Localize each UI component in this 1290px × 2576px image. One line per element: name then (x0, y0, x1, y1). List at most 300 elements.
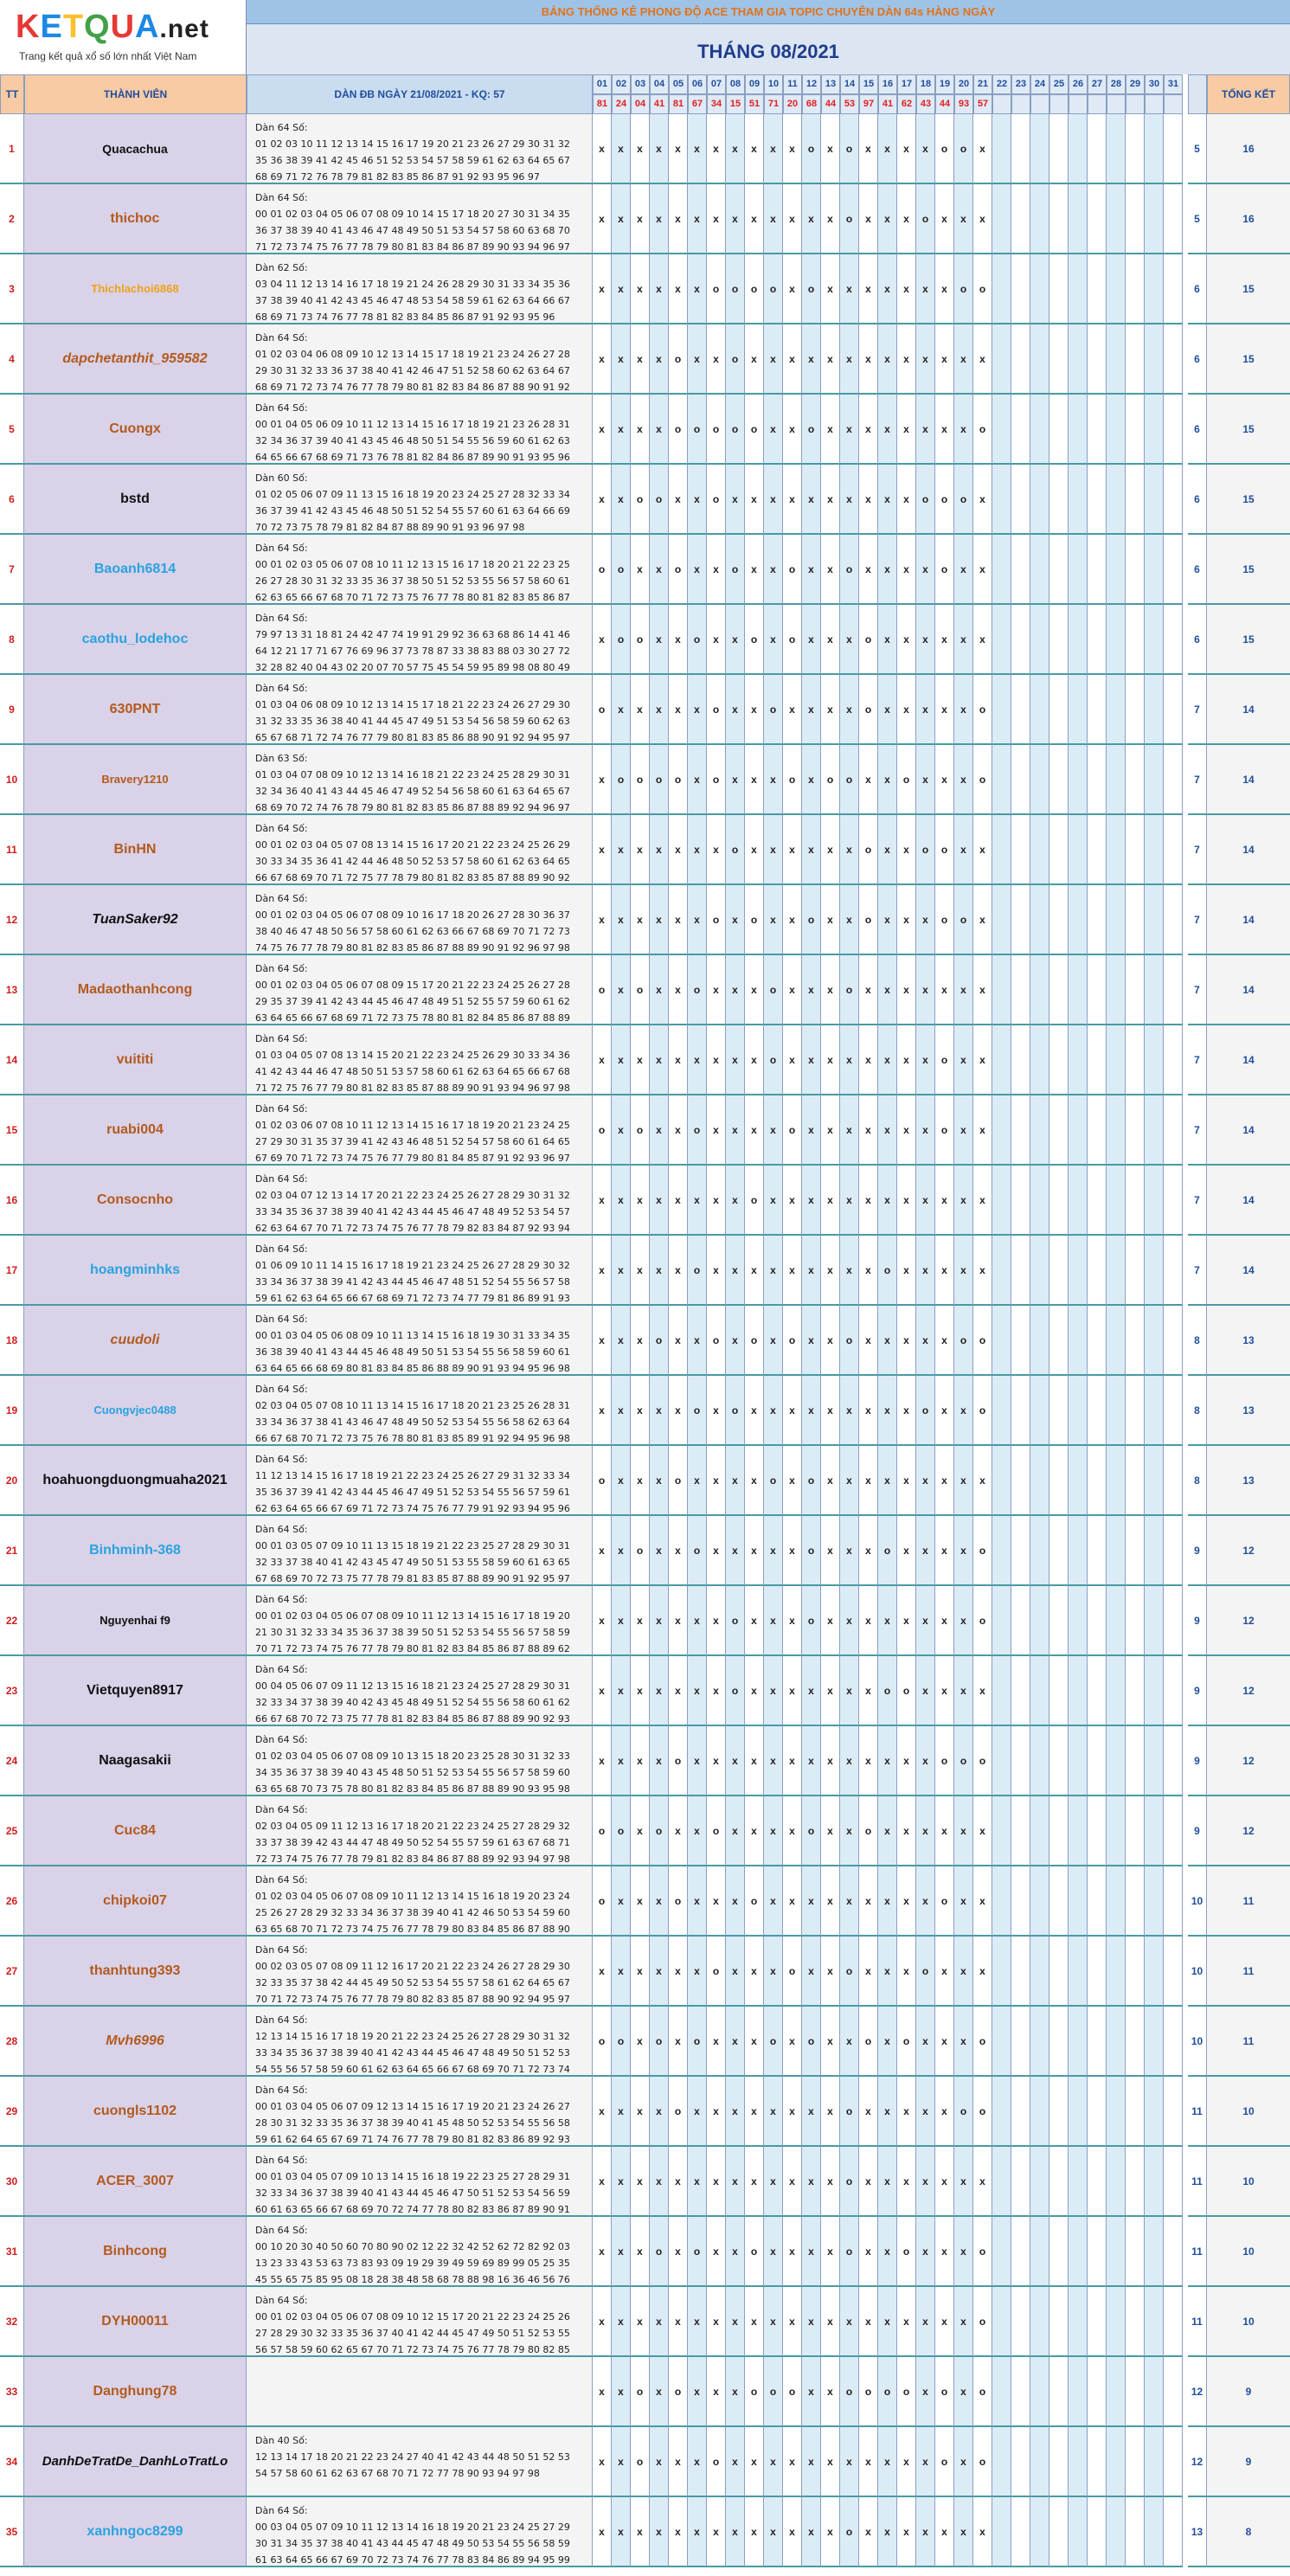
member-name[interactable]: ruabi004 (24, 1095, 247, 1166)
day-mark: x (954, 2357, 973, 2427)
day-mark (992, 184, 1011, 254)
day-mark (1069, 184, 1088, 254)
day-mark (1069, 675, 1088, 745)
day-mark (1069, 2217, 1088, 2287)
day-mark: x (973, 2147, 992, 2217)
day-mark: o (840, 2077, 859, 2147)
day-mark (1088, 815, 1107, 885)
row-index: 29 (0, 2077, 24, 2147)
day-mark: x (631, 1937, 650, 2007)
day-mark (1088, 1025, 1107, 1095)
day-result: 81 (669, 94, 688, 114)
day-mark: x (783, 254, 802, 324)
total-misses: 11 (1188, 2287, 1207, 2357)
day-column-header: 16 (878, 74, 897, 94)
day-mark: x (859, 2427, 878, 2497)
member-name[interactable]: ACER_3007 (24, 2147, 247, 2217)
day-result (1030, 94, 1049, 114)
total-misses: 6 (1188, 465, 1207, 535)
day-mark: x (802, 2287, 821, 2357)
member-name[interactable]: Cuc84 (24, 1796, 247, 1866)
day-mark: x (859, 254, 878, 324)
day-mark: o (840, 1937, 859, 2007)
day-mark: x (593, 184, 612, 254)
day-mark: x (783, 815, 802, 885)
day-mark (1107, 2007, 1126, 2077)
day-mark: x (707, 1236, 726, 1306)
day-column-header: 04 (650, 74, 669, 94)
day-mark (1069, 605, 1088, 675)
total-hits: 11 (1207, 1866, 1290, 1937)
day-mark: x (954, 2427, 973, 2497)
day-mark: x (783, 2497, 802, 2567)
day-mark: x (916, 395, 935, 465)
table-row (0, 1095, 1290, 1166)
total-misses: 9 (1188, 1656, 1207, 1726)
member-name[interactable]: hoahuongduongmuaha2021 (24, 1446, 247, 1516)
day-column-header: 08 (726, 74, 745, 94)
total-hits: 14 (1207, 1095, 1290, 1166)
day-mark: o (707, 2427, 726, 2497)
day-mark: x (631, 1796, 650, 1866)
day-mark: x (612, 1166, 631, 1236)
row-index: 34 (0, 2427, 24, 2497)
member-name[interactable]: dapchetanthit_959582 (24, 324, 247, 395)
member-name[interactable]: TuanSaker92 (24, 885, 247, 955)
day-mark: o (631, 2427, 650, 2497)
day-mark (1049, 955, 1069, 1025)
member-name[interactable]: caothu_lodehoc (24, 605, 247, 675)
day-mark: x (783, 2007, 802, 2077)
member-name[interactable]: Baoanh6814 (24, 535, 247, 605)
day-mark (1049, 1796, 1069, 1866)
day-column-header: 02 (612, 74, 631, 94)
day-mark: x (802, 1095, 821, 1166)
number-set-values: 00 01 03 04 05 07 09 10 13 14 15 16 18 19 22 23 25 27 28 29 31 32 33 34 36 37 38 39 40 41 43 44 45 46 47 50 51 52 53 54 56 59 60 61 63 65 66 67 68 69 70 72 74 77 78 80 82 83 86 87 89 90 91 (255, 2171, 570, 2215)
total-hits: 13 (1207, 1376, 1290, 1446)
number-set-label: Dàn 64 Số: (255, 1454, 308, 1465)
day-mark: x (935, 1306, 954, 1376)
day-mark (992, 1866, 1011, 1937)
day-mark: x (745, 955, 764, 1025)
day-mark: x (612, 114, 631, 184)
day-mark: x (650, 605, 669, 675)
day-mark (1107, 1095, 1126, 1166)
day-mark: o (859, 605, 878, 675)
number-set (247, 1236, 593, 1306)
member-name[interactable]: Thichlachoi6868 (24, 254, 247, 324)
day-mark (1069, 1656, 1088, 1726)
day-mark: x (973, 1446, 992, 1516)
table-row (0, 1376, 1290, 1446)
day-mark: x (821, 1866, 840, 1937)
day-mark: o (916, 184, 935, 254)
table-row (0, 815, 1290, 885)
day-mark: x (878, 885, 897, 955)
day-mark: x (726, 885, 745, 955)
day-mark: x (669, 1306, 688, 1376)
day-mark (1126, 2427, 1145, 2497)
day-mark: x (688, 1937, 707, 2007)
day-mark (1088, 465, 1107, 535)
day-mark: o (973, 395, 992, 465)
day-mark (1164, 1726, 1183, 1796)
day-mark (1126, 2007, 1145, 2077)
day-mark: x (612, 2427, 631, 2497)
day-mark: o (745, 2357, 764, 2427)
day-mark: o (802, 254, 821, 324)
day-mark: x (612, 1095, 631, 1166)
day-mark: x (783, 1166, 802, 1236)
number-set-values: 01 02 03 04 06 08 09 10 12 13 14 15 17 18 19 21 23 24 26 27 28 29 30 31 32 33 36 37 38 40 41 42 46 47 51 52 58 60 62 63 64 67 68 69 71 72 73 74 76 77 78 79 80 81 82 83 84 86 87 88 90 91 92 (255, 349, 570, 393)
row-index: 16 (0, 1166, 24, 1236)
day-mark (1030, 535, 1049, 605)
member-name[interactable]: cuongls1102 (24, 2077, 247, 2147)
day-mark: x (821, 1656, 840, 1726)
day-mark: o (840, 2147, 859, 2217)
day-mark: x (726, 2077, 745, 2147)
member-name[interactable]: BinHN (24, 815, 247, 885)
day-mark (1049, 1376, 1069, 1446)
day-mark: x (593, 324, 612, 395)
day-mark: o (954, 465, 973, 535)
day-mark: o (840, 2357, 859, 2427)
day-result: 44 (821, 94, 840, 114)
day-mark (1145, 1586, 1164, 1656)
row-index: 2 (0, 184, 24, 254)
day-mark (1030, 1726, 1049, 1796)
day-mark: x (764, 2217, 783, 2287)
day-mark: o (935, 885, 954, 955)
day-mark: x (821, 1095, 840, 1166)
day-mark: o (764, 1446, 783, 1516)
day-mark: x (916, 1586, 935, 1656)
day-mark: x (612, 395, 631, 465)
member-name[interactable]: Cuongvjec0488 (24, 1376, 247, 1446)
day-mark (1126, 675, 1145, 745)
day-mark (1011, 1516, 1030, 1586)
day-mark: x (802, 2497, 821, 2567)
day-mark: x (935, 1516, 954, 1586)
member-name[interactable]: Mvh6996 (24, 2007, 247, 2077)
number-set-values: 00 01 02 03 04 05 06 07 08 09 15 17 20 21 22 23 24 25 26 27 28 29 35 37 39 41 42 43 44 45 46 47 48 49 51 52 55 57 59 60 61 62 63 64 65 66 67 68 69 71 72 73 75 78 80 81 82 84 85 86 87 88 89 (255, 980, 570, 1024)
table-row (0, 114, 1290, 184)
day-mark: x (897, 2077, 916, 2147)
day-mark (1145, 114, 1164, 184)
day-mark (1145, 254, 1164, 324)
member-name[interactable]: Cuongx (24, 395, 247, 465)
day-mark: o (973, 1516, 992, 1586)
day-mark: x (973, 324, 992, 395)
day-mark: x (612, 2217, 631, 2287)
day-mark: o (631, 1516, 650, 1586)
day-mark: x (802, 1656, 821, 1726)
day-mark: x (954, 184, 973, 254)
day-mark (1164, 2287, 1183, 2357)
day-mark (1011, 2217, 1030, 2287)
day-mark: x (821, 1166, 840, 1236)
day-mark: x (878, 1306, 897, 1376)
number-set (247, 254, 593, 324)
day-mark: x (631, 1656, 650, 1726)
day-mark (1126, 114, 1145, 184)
day-mark: o (745, 2217, 764, 2287)
total-hits: 9 (1207, 2427, 1290, 2497)
member-name[interactable]: DanhDeTratDe_DanhLoTratLo (24, 2427, 247, 2497)
day-mark (1126, 1656, 1145, 1726)
day-mark (1088, 254, 1107, 324)
day-mark: x (707, 2497, 726, 2567)
number-set-values: 02 03 04 05 09 11 12 13 16 17 18 20 21 22 23 24 25 27 28 29 32 33 37 38 39 42 43 44 47 48 49 50 52 54 55 57 59 61 63 67 68 71 72 73 74 75 76 77 78 79 81 82 83 84 86 87 88 89 92 93 94 97 98 (255, 1821, 570, 1865)
day-mark (1049, 1236, 1069, 1306)
header-dan: DÀN ĐB NGÀY 21/08/2021 - KQ: 57 (247, 74, 593, 114)
day-mark: x (821, 2357, 840, 2427)
day-mark: o (669, 1726, 688, 1796)
day-mark (1011, 114, 1030, 184)
total-hits: 11 (1207, 1937, 1290, 2007)
day-mark: x (650, 2497, 669, 2567)
day-mark (1126, 815, 1145, 885)
day-mark: o (726, 815, 745, 885)
day-mark (1049, 2077, 1069, 2147)
member-name[interactable]: Binhminh-368 (24, 1516, 247, 1586)
day-mark: o (764, 955, 783, 1025)
day-mark: x (764, 1726, 783, 1796)
row-index: 10 (0, 745, 24, 815)
day-mark: o (954, 1726, 973, 1796)
day-mark: o (745, 605, 764, 675)
day-mark: x (707, 1025, 726, 1095)
day-mark: x (764, 2147, 783, 2217)
day-mark: o (707, 675, 726, 745)
day-mark (1088, 745, 1107, 815)
day-mark (1069, 2497, 1088, 2567)
day-mark (1088, 2147, 1107, 2217)
day-mark: x (821, 2497, 840, 2567)
day-result (1011, 94, 1030, 114)
day-mark: x (840, 324, 859, 395)
day-mark (1145, 1376, 1164, 1446)
number-set (247, 2287, 593, 2357)
day-mark: x (631, 885, 650, 955)
day-mark (1126, 1726, 1145, 1796)
day-mark (1107, 2217, 1126, 2287)
row-index: 5 (0, 395, 24, 465)
day-mark: x (707, 1446, 726, 1516)
day-mark (1088, 1796, 1107, 1866)
day-mark (1011, 1796, 1030, 1866)
day-mark (1088, 675, 1107, 745)
day-mark: x (802, 745, 821, 815)
day-mark (1011, 1656, 1030, 1726)
number-set-label: Dàn 64 Số: (255, 192, 308, 203)
day-mark (1030, 885, 1049, 955)
number-set-label: Dàn 64 Số: (255, 613, 308, 624)
member-name[interactable]: thanhtung393 (24, 1937, 247, 2007)
day-mark: x (859, 1726, 878, 1796)
day-mark: o (916, 815, 935, 885)
day-mark: x (707, 2077, 726, 2147)
member-name[interactable]: Consocnho (24, 1166, 247, 1236)
day-mark: x (669, 1516, 688, 1586)
day-mark (1011, 1306, 1030, 1376)
number-set-values: 00 10 20 30 40 50 60 70 80 90 02 12 22 32 42 52 62 72 82 92 03 13 23 33 43 53 63 73 83 93 09 19 29 39 49 59 69 89 99 05 25 35 45 55 65 75 85 95 08 18 28 38 48 58 68 78 88 98 16 36 46 56 76 (255, 2241, 570, 2285)
member-name[interactable]: Binhcong (24, 2217, 247, 2287)
day-mark (1069, 324, 1088, 395)
day-mark (1145, 395, 1164, 465)
member-name[interactable]: Danghung78 (24, 2357, 247, 2427)
day-mark: x (916, 1656, 935, 1726)
day-mark: x (802, 815, 821, 885)
day-mark (1088, 605, 1107, 675)
day-mark (1164, 745, 1183, 815)
day-result: 44 (935, 94, 954, 114)
member-name[interactable]: xanhngoc8299 (24, 2497, 247, 2567)
member-name[interactable]: Naagasakii (24, 1726, 247, 1796)
row-index: 24 (0, 1726, 24, 1796)
member-name[interactable]: hoangminhks (24, 1236, 247, 1306)
day-mark: x (859, 2287, 878, 2357)
day-mark (1049, 1656, 1069, 1726)
number-set (247, 885, 593, 955)
member-name[interactable]: Vietquyen8917 (24, 1656, 247, 1726)
day-mark: x (916, 2077, 935, 2147)
day-result (1049, 94, 1069, 114)
site-logo[interactable] (0, 0, 247, 74)
day-mark: x (897, 955, 916, 1025)
day-mark: x (593, 2217, 612, 2287)
day-result: 97 (859, 94, 878, 114)
day-mark (992, 815, 1011, 885)
member-name[interactable]: Nguyenhai f9 (24, 1586, 247, 1656)
day-mark (1126, 2077, 1145, 2147)
day-mark: x (631, 184, 650, 254)
total-misses: 7 (1188, 1025, 1207, 1095)
day-mark: o (669, 1866, 688, 1937)
day-mark: x (783, 2147, 802, 2217)
day-column-header: 03 (631, 74, 650, 94)
day-mark: x (935, 395, 954, 465)
day-mark: x (783, 1025, 802, 1095)
member-name[interactable]: Bravery1210 (24, 745, 247, 815)
day-mark: x (954, 2497, 973, 2567)
member-name[interactable]: vuititi (24, 1025, 247, 1095)
day-mark (992, 2217, 1011, 2287)
day-column-header: 05 (669, 74, 688, 94)
day-mark: o (707, 885, 726, 955)
day-mark: x (916, 1796, 935, 1866)
day-mark: x (916, 1025, 935, 1095)
day-mark (1030, 1796, 1049, 1866)
day-mark: x (897, 1095, 916, 1166)
number-set (247, 535, 593, 605)
day-mark (1069, 1586, 1088, 1656)
member-name[interactable]: Madaothanhcong (24, 955, 247, 1025)
day-mark: x (935, 1796, 954, 1866)
day-mark (1107, 535, 1126, 605)
day-mark: o (612, 745, 631, 815)
day-mark (992, 114, 1011, 184)
day-mark: x (631, 535, 650, 605)
total-hits: 9 (1207, 2357, 1290, 2427)
day-mark: x (764, 1516, 783, 1586)
day-mark: x (593, 605, 612, 675)
member-name[interactable]: Quacachua (24, 114, 247, 184)
day-mark (1107, 1236, 1126, 1306)
number-set-label: Dàn 64 Số: (255, 1033, 308, 1044)
number-set-label: Dàn 64 Số: (255, 2295, 308, 2306)
total-misses: 13 (1188, 2497, 1207, 2567)
day-mark: x (764, 184, 783, 254)
table-row (0, 465, 1290, 535)
total-misses: 9 (1188, 1796, 1207, 1866)
day-mark: x (859, 1656, 878, 1726)
day-mark: o (897, 2007, 916, 2077)
day-mark (1107, 2077, 1126, 2147)
day-mark (1164, 1166, 1183, 1236)
day-mark: x (707, 535, 726, 605)
member-name[interactable]: 630PNT (24, 675, 247, 745)
day-mark (1088, 1656, 1107, 1726)
day-mark (1126, 254, 1145, 324)
day-mark: x (669, 1586, 688, 1656)
member-name[interactable]: bstd (24, 465, 247, 535)
day-mark (1049, 1866, 1069, 1937)
day-mark: x (802, 184, 821, 254)
day-result (992, 94, 1011, 114)
day-mark: x (688, 2287, 707, 2357)
day-mark: x (840, 465, 859, 535)
day-mark: o (745, 1166, 764, 1236)
total-hits: 14 (1207, 745, 1290, 815)
day-mark: x (840, 815, 859, 885)
day-mark (1088, 1516, 1107, 1586)
total-misses: 5 (1188, 184, 1207, 254)
day-mark: o (669, 745, 688, 815)
day-mark: x (802, 955, 821, 1025)
day-mark: x (954, 745, 973, 815)
day-mark: x (688, 745, 707, 815)
day-mark (992, 395, 1011, 465)
member-name[interactable]: thichoc (24, 184, 247, 254)
day-mark (1145, 2147, 1164, 2217)
day-mark: x (593, 1236, 612, 1306)
day-mark: x (669, 2007, 688, 2077)
day-mark: x (821, 1236, 840, 1306)
day-mark (1011, 2357, 1030, 2427)
day-mark: x (878, 2007, 897, 2077)
row-index: 13 (0, 955, 24, 1025)
day-mark: x (973, 1095, 992, 1166)
day-mark: x (821, 815, 840, 885)
table-row (0, 2077, 1290, 2147)
day-mark: x (783, 1726, 802, 1796)
day-mark (1049, 1166, 1069, 1236)
day-mark: x (821, 254, 840, 324)
day-mark (1049, 465, 1069, 535)
member-name[interactable]: cuudoli (24, 1306, 247, 1376)
day-mark: o (612, 605, 631, 675)
day-mark (1049, 1025, 1069, 1095)
number-set-label: Dàn 64 Số: (255, 1524, 308, 1535)
day-mark (992, 675, 1011, 745)
table-row (0, 395, 1290, 465)
member-name[interactable]: chipkoi07 (24, 1866, 247, 1937)
number-set (247, 2007, 593, 2077)
number-set (247, 324, 593, 395)
day-mark: x (954, 1446, 973, 1516)
member-name[interactable]: DYH00011 (24, 2287, 247, 2357)
